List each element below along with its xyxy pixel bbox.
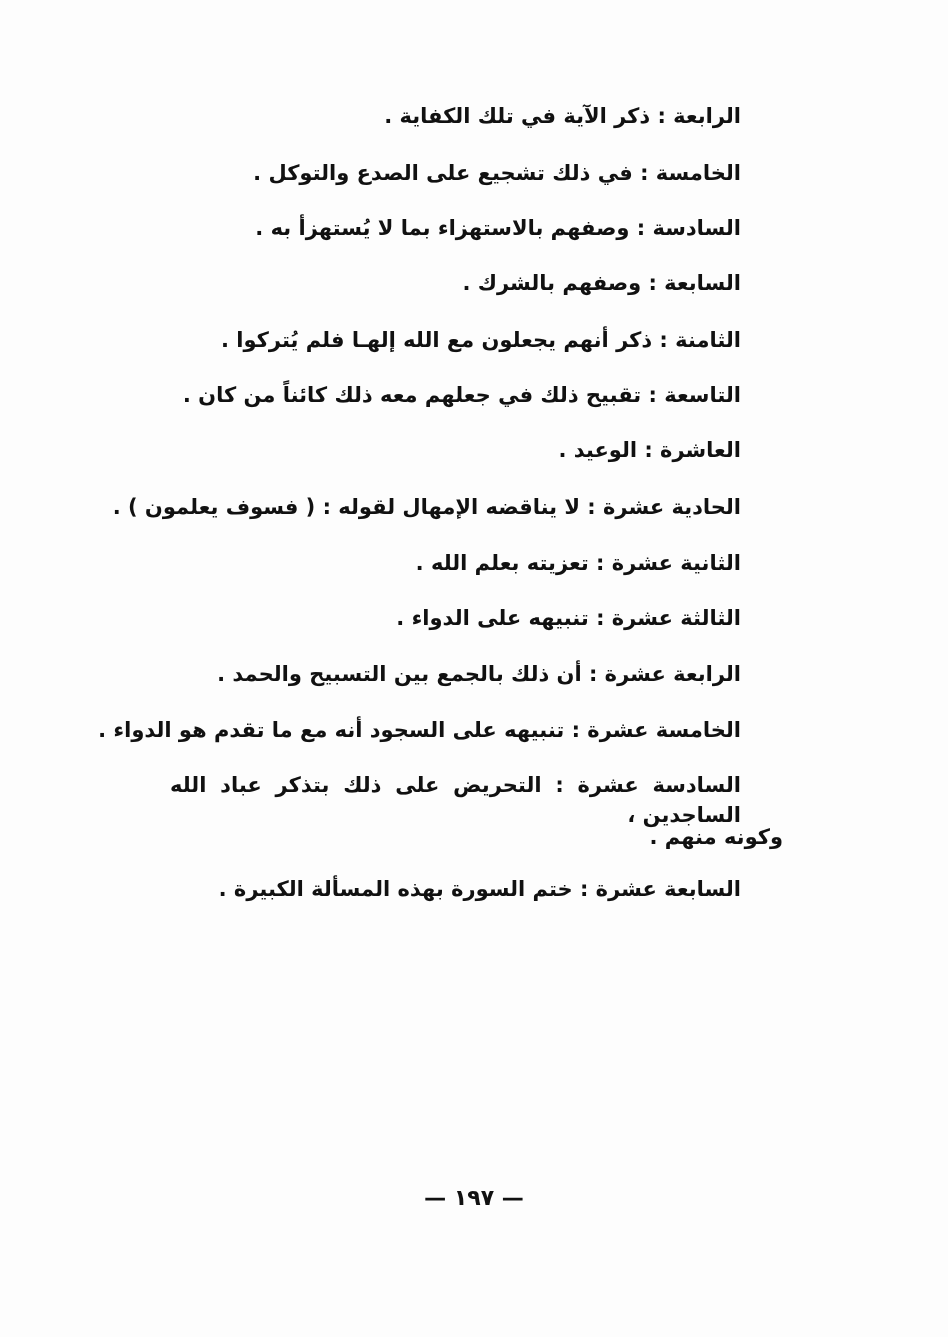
text-line-13: السادسة عشرة : التحريض على ذلك بتذكر عباد الله الساجدين ، xyxy=(170,773,741,827)
text-line-14: وكونه منهم . xyxy=(649,825,783,849)
text-line-10: الثالثة عشرة : تنبيهه على الدواء . xyxy=(396,606,741,630)
text-line-11: الرابعة عشرة : أن ذلك بالجمع بين التسبيح والحمد . xyxy=(217,662,741,686)
text-line-6: التاسعة : تقبيح ذلك في جعلهم معه ذلك كائناً من كان . xyxy=(182,383,741,407)
text-line-2: الخامسة : في ذلك تشجيع على الصدع والتوكل . xyxy=(253,161,741,185)
text-line-1: الرابعة : ذكر الآية في تلك الكفاية . xyxy=(384,104,741,128)
text-line-7: العاشرة : الوعيد . xyxy=(558,438,741,462)
page-number: — ١٩٧ — xyxy=(424,1186,524,1211)
text-line-5: الثامنة : ذكر أنهم يجعلون مع الله إلهـا فلم يُتركوا . xyxy=(221,328,741,352)
text-line-8: الحادية عشرة : لا يناقضه الإمهال لقوله : ( فسوف يعلمون ) . xyxy=(112,495,741,519)
text-line-4: السابعة : وصفهم بالشرك . xyxy=(462,271,741,295)
text-line-15: السابعة عشرة : ختم السورة بهذه المسألة الكبيرة . xyxy=(218,877,741,901)
text-line-12: الخامسة عشرة : تنبيهه على السجود أنه مع ما تقدم هو الدواء . xyxy=(98,718,741,742)
text-line-3: السادسة : وصفهم بالاستهزاء بما لا يُستهزأ به . xyxy=(255,216,741,240)
text-line-9: الثانية عشرة : تعزيته بعلم الله . xyxy=(415,551,741,575)
